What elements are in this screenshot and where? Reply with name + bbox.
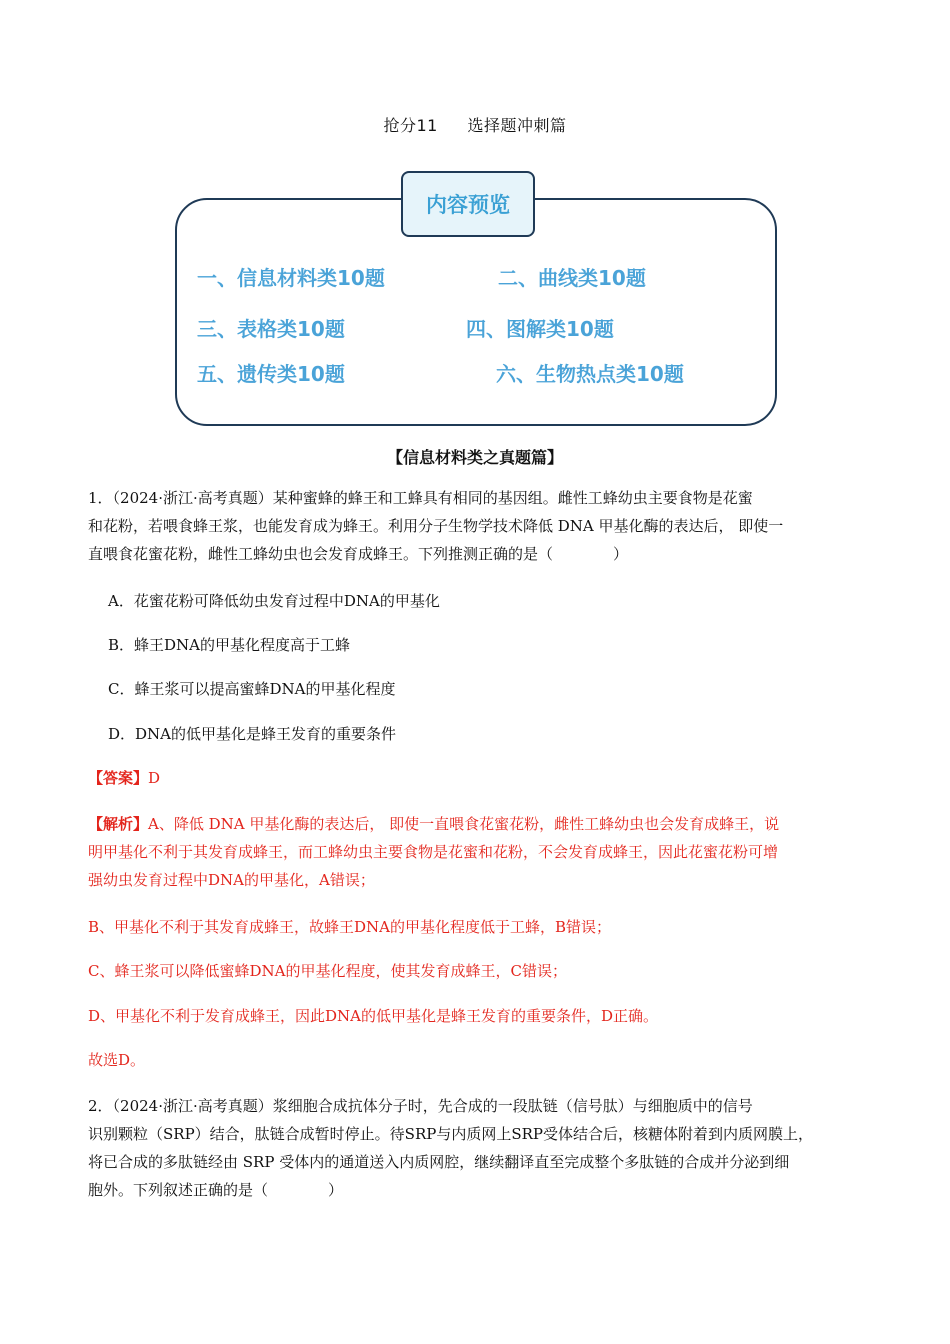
question-2-line: 识别颗粒（SRP）结合，肽链合成暂时停止。待SRP与内质网上SRP受体结合后，核糖体附着到内质网膜上， (88, 1125, 813, 1143)
analysis-line: A、降低 DNA 甲基化酶的表达后， 即使一直喂食花蜜花粉，雌性工蜂幼虫也会发育成蜂王，说 (148, 815, 780, 833)
question-1-answer (88, 764, 868, 792)
analysis-option-d: D、甲基化不利于发育成蜂王，因此DNA的低甲基化是蜂王发育的重要条件，D正确。 (88, 1007, 659, 1025)
analysis-option-b: B、甲基化不利于其发育成蜂王，故蜂王DNA的甲基化程度低于工蜂，B错误； (88, 918, 612, 936)
toc-item-diagram: 四、图解类10题 (466, 317, 614, 341)
question-1-stem (88, 484, 868, 568)
toc-item-genetics: 五、遗传类10题 (197, 362, 345, 386)
answer-value: D (148, 769, 161, 787)
question-1-option-d: D．DNA的低甲基化是蜂王发育的重要条件 (108, 725, 397, 743)
answer-label: 【答案】 (88, 769, 149, 787)
question-1-option-c: C．蜂王浆可以提高蜜蜂DNA的甲基化程度 (108, 680, 396, 698)
question-1-line: 1．（2024·浙江·高考真题）某种蜜蜂的蜂王和工蜂具有相同的基因组。雌性工蜂幼虫主要食物是花蜜 (88, 489, 753, 507)
analysis-label: 【解析】 (88, 815, 149, 833)
question-2-line: 将已合成的多肽链经由 SRP 受体内的通道送入内质网腔，继续翻译直至完成整个多肽链的合成并分泌到细 (88, 1153, 790, 1171)
analysis-option-c: C、蜂王浆可以降低蜜蜂DNA的甲基化程度，使其发育成蜂王，C错误； (88, 962, 567, 980)
page-title-part2: 选择题冲刺篇 (467, 116, 567, 135)
question-1-line: 直喂食花蜜花粉，雌性工蜂幼虫也会发育成蜂王。下列推测正确的是（ ） (88, 545, 629, 563)
toc-item-table: 三、表格类10题 (197, 317, 345, 341)
question-2-stem (88, 1092, 868, 1204)
question-1-option-b: B．蜂王DNA的甲基化程度高于工蜂 (108, 636, 351, 654)
question-2-line: 胞外。下列叙述正确的是（ ） (88, 1181, 344, 1199)
question-1-line: 和花粉，若喂食蜂王浆，也能发育成为蜂王。利用分子生物学技术降低 DNA 甲基化酶的表达后， 即使一 (88, 517, 784, 535)
page-title (0, 113, 950, 136)
question-1-analysis (88, 810, 868, 894)
analysis-conclusion: 故选D。 (88, 1051, 146, 1069)
toc-item-info-material: 一、信息材料类10题 (197, 266, 385, 290)
toc-item-bio-hotspot: 六、生物热点类10题 (496, 362, 684, 386)
analysis-line: 强幼虫发育过程中DNA的甲基化，A错误； (88, 871, 375, 889)
analysis-line: 明甲基化不利于其发育成蜂王，而工蜂幼虫主要食物是花蜜和花粉，不会发育成蜂王，因此花蜜花粉可增 (88, 843, 779, 861)
question-2-line: 2．（2024·浙江·高考真题）浆细胞合成抗体分子时，先合成的一段肽链（信号肽）与细胞质中的信号 (88, 1097, 753, 1115)
toc-item-curve: 二、曲线类10题 (498, 266, 646, 290)
question-1-option-a: A．花蜜花粉可降低幼虫发育过程中DNA的甲基化 (108, 592, 440, 610)
content-preview-tag: 内容预览 (401, 171, 535, 237)
page-title-part1: 抢分11 (383, 116, 438, 135)
section-heading: 【信息材料类之真题篇】 (386, 448, 563, 467)
